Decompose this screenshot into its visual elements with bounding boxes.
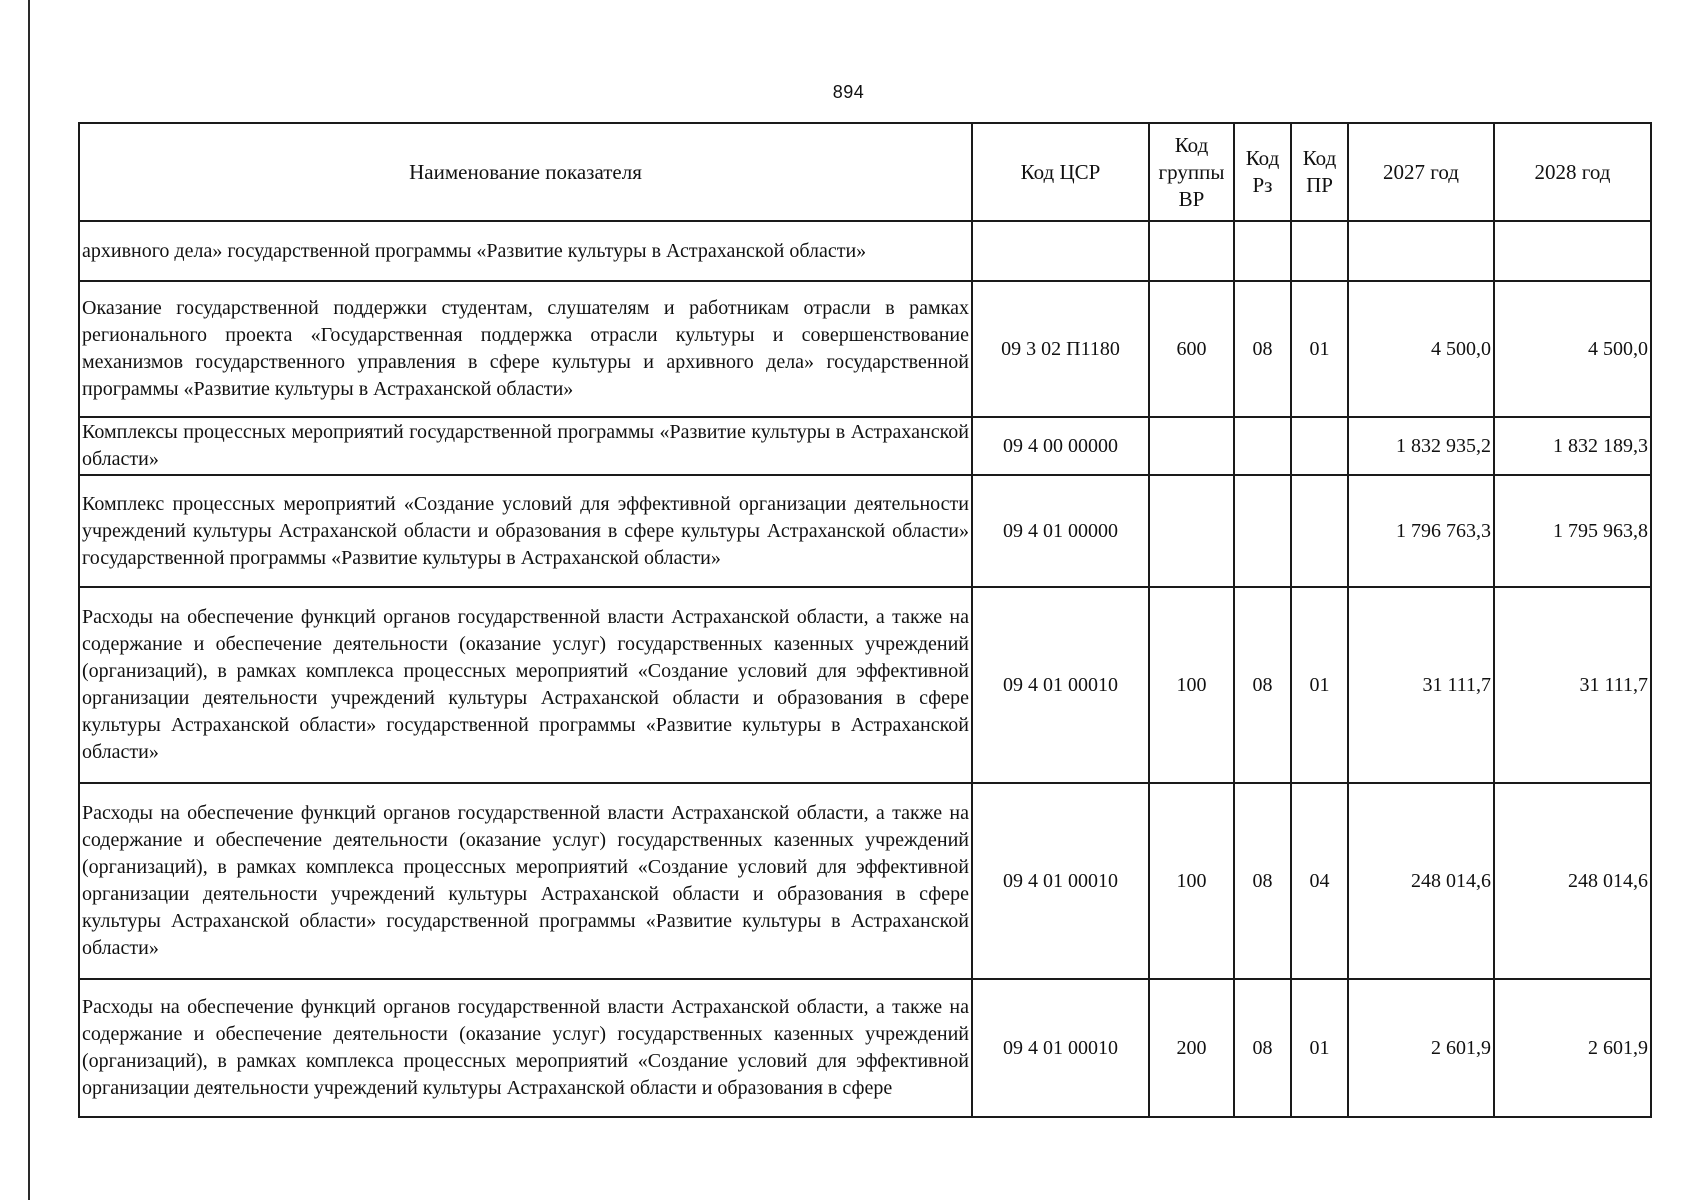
table-row (79, 281, 1651, 417)
row-vr: 600 (1149, 281, 1234, 417)
header-pr: Код ПР (1291, 123, 1348, 221)
header-rz: Код Рз (1234, 123, 1291, 221)
row-vr (1149, 475, 1234, 587)
row-vr: 100 (1149, 587, 1234, 783)
row-rz (1234, 475, 1291, 587)
row-2027: 1 832 935,2 (1348, 417, 1494, 475)
row-pr (1291, 417, 1348, 475)
row-name: Расходы на обеспечение функций органов государственной власти Астраханской области, а также на содержание и обеспечение деятельности (оказание услуг) государственных казенных учреждений (организаций), в рамках комплекса процессных мероприятий «Создание условий для эффективной организации деятельности учреждений культуры Астраханской области и образования в сфере культуры Астраханской области» государственной программы «Развитие культуры в Астраханской области» (79, 783, 972, 979)
row-name: Оказание государственной поддержки студентам, слушателям и работникам отрасли в рамках регионального проекта «Государственная поддержка отрасли культуры и совершенствование механизмов государственного управления в сфере культуры и архивного дела» государственной программы «Развитие культуры в Астраханской области» (79, 281, 972, 417)
header-name: Наименование показателя (79, 123, 972, 221)
row-2027: 4 500,0 (1348, 281, 1494, 417)
row-2028: 4 500,0 (1494, 281, 1651, 417)
row-name: Расходы на обеспечение функций органов государственной власти Астраханской области, а также на содержание и обеспечение деятельности (оказание услуг) государственных казенных учреждений (организаций), в рамках комплекса процессных мероприятий «Создание условий для эффективной организации деятельности учреждений культуры Астраханской области и образования в сфере (79, 979, 972, 1117)
row-rz: 08 (1234, 783, 1291, 979)
table-row (79, 587, 1651, 783)
row-csr: 09 4 01 00000 (972, 475, 1149, 587)
row-2028: 1 795 963,8 (1494, 475, 1651, 587)
budget-table (78, 122, 1652, 1118)
row-rz (1234, 417, 1291, 475)
table-row (79, 979, 1651, 1117)
row-pr (1291, 221, 1348, 281)
row-2027: 248 014,6 (1348, 783, 1494, 979)
row-rz: 08 (1234, 979, 1291, 1117)
row-vr (1149, 221, 1234, 281)
header-vr: Код группы ВР (1149, 123, 1234, 221)
row-2028 (1494, 221, 1651, 281)
row-name: архивного дела» государственной программы «Развитие культуры в Астраханской области» (79, 221, 972, 281)
row-pr: 01 (1291, 979, 1348, 1117)
row-2028: 1 832 189,3 (1494, 417, 1651, 475)
row-name: Комплекс процессных мероприятий «Создание условий для эффективной организации деятельности учреждений культуры Астраханской области и образования в сфере культуры Астраханской области» государственной программы «Развитие культуры в Астраханской области» (79, 475, 972, 587)
row-2028: 2 601,9 (1494, 979, 1651, 1117)
row-csr: 09 4 01 00010 (972, 979, 1149, 1117)
table-row (79, 783, 1651, 979)
row-vr: 200 (1149, 979, 1234, 1117)
row-csr: 09 4 01 00010 (972, 587, 1149, 783)
page-number: 894 (832, 82, 865, 102)
header-2027: 2027 год (1348, 123, 1494, 221)
page-margin-line (28, 0, 30, 1200)
row-csr: 09 4 00 00000 (972, 417, 1149, 475)
table-row (79, 475, 1651, 587)
header-csr: Код ЦСР (972, 123, 1149, 221)
header-row (79, 123, 1651, 221)
row-2028: 31 111,7 (1494, 587, 1651, 783)
row-rz: 08 (1234, 587, 1291, 783)
row-2027: 1 796 763,3 (1348, 475, 1494, 587)
row-rz: 08 (1234, 281, 1291, 417)
row-csr: 09 4 01 00010 (972, 783, 1149, 979)
row-pr: 04 (1291, 783, 1348, 979)
row-rz (1234, 221, 1291, 281)
row-2028: 248 014,6 (1494, 783, 1651, 979)
row-2027: 31 111,7 (1348, 587, 1494, 783)
row-vr (1149, 417, 1234, 475)
row-csr (972, 221, 1149, 281)
row-name: Комплексы процессных мероприятий государственной программы «Развитие культуры в Астраханской области» (79, 417, 972, 475)
table-row (79, 417, 1651, 475)
row-pr (1291, 475, 1348, 587)
table-row (79, 221, 1651, 281)
row-name: Расходы на обеспечение функций органов государственной власти Астраханской области, а также на содержание и обеспечение деятельности (оказание услуг) государственных казенных учреждений (организаций), в рамках комплекса процессных мероприятий «Создание условий для эффективной организации деятельности учреждений культуры Астраханской области и образования в сфере культуры Астраханской области» государственной программы «Развитие культуры в Астраханской области» (79, 587, 972, 783)
row-vr: 100 (1149, 783, 1234, 979)
row-2027: 2 601,9 (1348, 979, 1494, 1117)
row-pr: 01 (1291, 587, 1348, 783)
header-2028: 2028 год (1494, 123, 1651, 221)
row-pr: 01 (1291, 281, 1348, 417)
row-2027 (1348, 221, 1494, 281)
row-csr: 09 3 02 П1180 (972, 281, 1149, 417)
